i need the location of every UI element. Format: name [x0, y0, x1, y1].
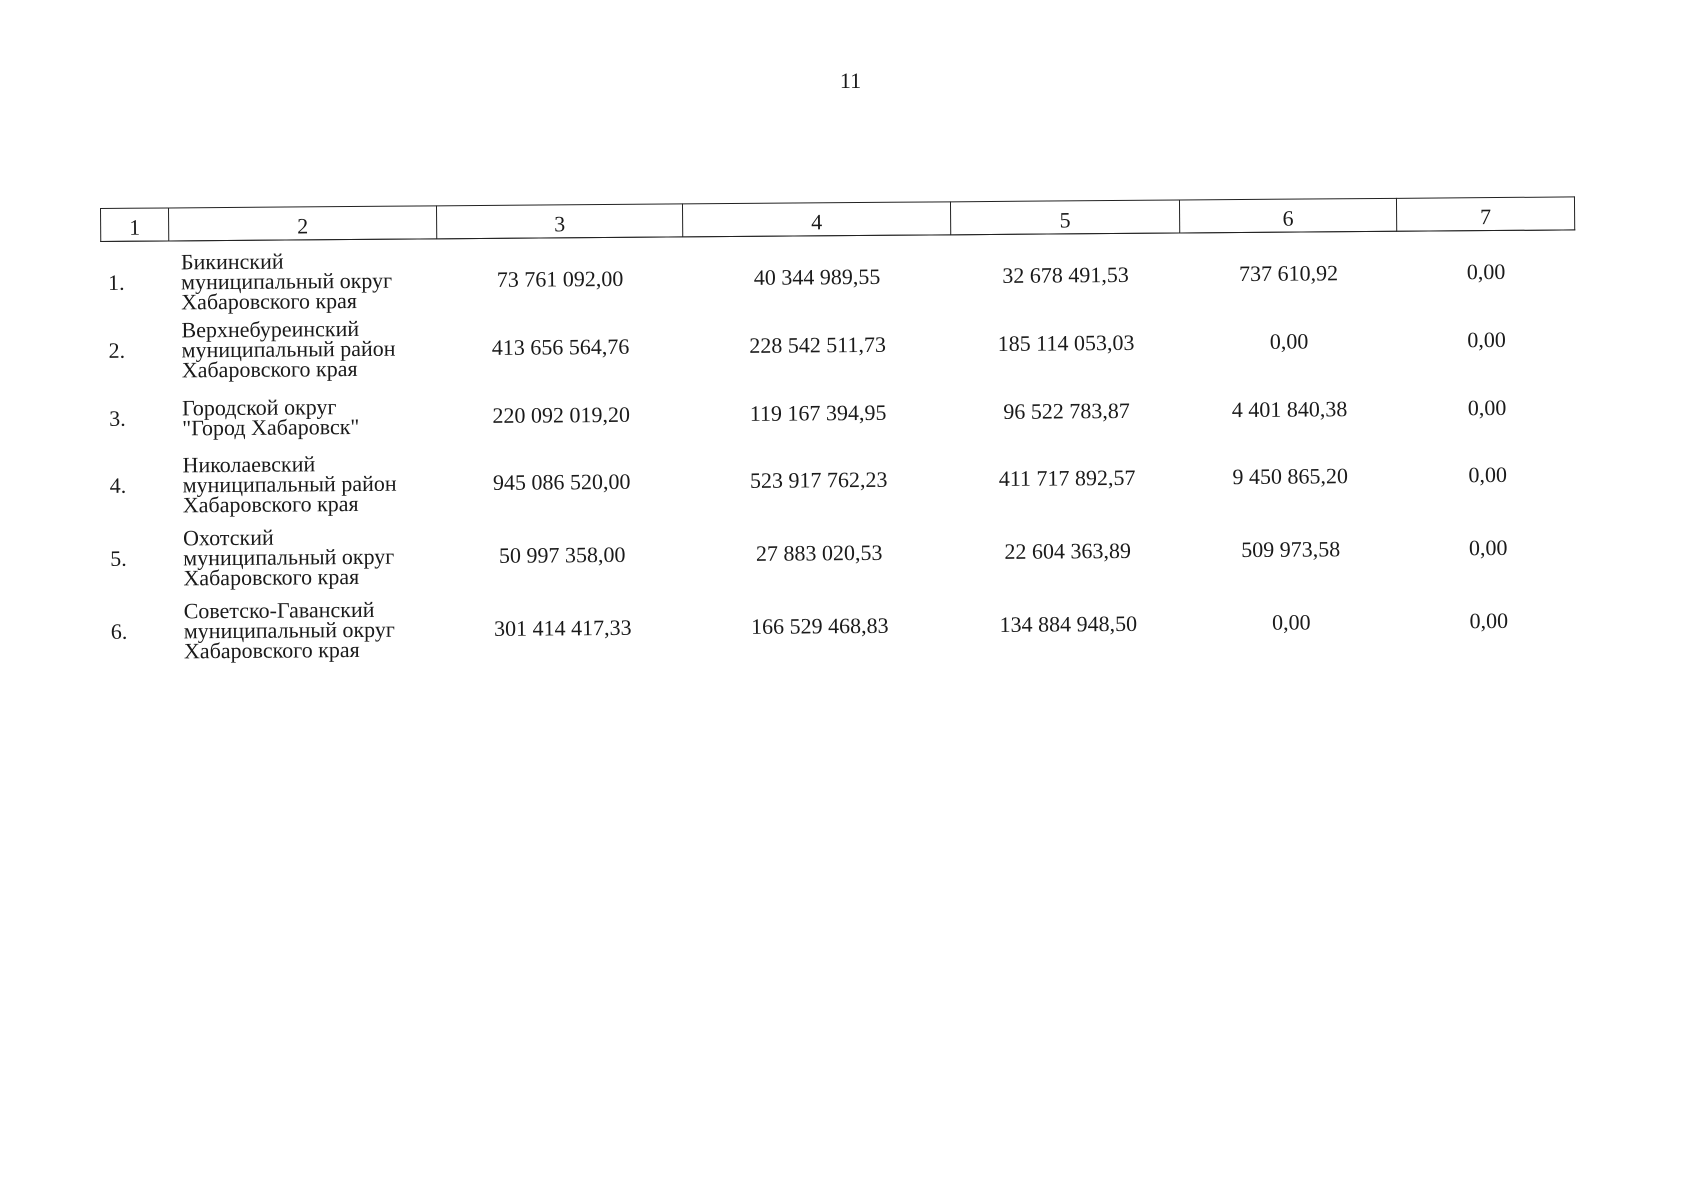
table-cell: 737 610,92 — [1238, 260, 1339, 287]
table-cell: 0,00 — [1469, 607, 1509, 634]
table-cell: 301 414 417,33 — [493, 614, 632, 641]
table-cell: 0,00 — [1468, 461, 1507, 488]
column-header: 4 — [682, 202, 950, 237]
table-cell: 9 450 865,20 — [1232, 463, 1348, 490]
row-number: 2. — [108, 337, 126, 363]
table-row — [101, 303, 1576, 388]
table-cell: 0,00 — [1271, 609, 1311, 635]
table-cell: 166 529 468,83 — [750, 612, 889, 639]
column-header: 3 — [436, 204, 682, 239]
table-cell: 32 678 491,53 — [1002, 262, 1129, 289]
column-header: 1 — [101, 208, 169, 242]
column-header: 2 — [169, 206, 437, 241]
row-number: 4. — [109, 472, 127, 498]
table-row — [103, 511, 1578, 596]
table-row — [101, 230, 1576, 315]
table-cell: 0,00 — [1467, 326, 1506, 353]
municipality-name: Охотский муниципальный округ Хабаровского края — [182, 524, 395, 591]
table-cell: 509 973,58 — [1241, 536, 1341, 563]
table-cell: 0,00 — [1269, 328, 1309, 354]
table-cell: 50 997 358,00 — [498, 541, 626, 568]
table-cell: 40 344 989,55 — [753, 264, 881, 291]
page-number: 11 — [839, 68, 862, 93]
table-cell: 22 604 363,89 — [1004, 537, 1132, 564]
row-number: 6. — [110, 618, 128, 644]
table-cell: 96 522 783,87 — [1003, 397, 1130, 424]
table-cell: 134 884 948,50 — [999, 610, 1138, 637]
municipality-name: Городской округ "Город Хабаровск" — [181, 393, 360, 440]
table-cell: 220 092 019,20 — [492, 401, 630, 428]
table-cell: 523 917 762,23 — [749, 466, 888, 493]
row-number: 1. — [107, 270, 125, 296]
table-row — [104, 584, 1579, 669]
municipality-name: Николаевский муниципальный район Хабаровского края — [182, 451, 397, 518]
column-header: 5 — [950, 200, 1179, 235]
table-cell: 0,00 — [1468, 534, 1508, 561]
table-cell: 27 883 020,53 — [755, 539, 883, 566]
municipality-name: Бикинский муниципальный округ Хабаровского края — [180, 248, 393, 315]
table-row — [102, 376, 1576, 450]
table-cell: 73 761 092,00 — [496, 266, 624, 293]
table-cell: 119 167 394,95 — [749, 399, 887, 426]
table-cell: 0,00 — [1466, 259, 1506, 285]
table-cell: 411 717 892,57 — [998, 464, 1136, 491]
municipality-name: Советско-Гаванский муниципальный округ Хабаровского края — [183, 596, 395, 664]
table-cell: 185 114 053,03 — [997, 329, 1135, 356]
table-cell: 413 656 564,76 — [491, 333, 630, 360]
column-header: 7 — [1396, 197, 1574, 231]
municipality-name: Верхнебуреинский муниципальный район Хабаровского края — [181, 315, 396, 383]
row-number: 3. — [109, 405, 126, 431]
column-header: 6 — [1179, 198, 1396, 233]
table-cell: 4 401 840,38 — [1231, 395, 1348, 422]
table-cell: 228 542 511,73 — [749, 331, 887, 358]
allocation-table — [100, 196, 1579, 668]
row-number: 5. — [110, 545, 127, 571]
table-cell: 945 086 520,00 — [492, 468, 631, 495]
table-cell: 0,00 — [1467, 394, 1507, 420]
table-row — [102, 438, 1577, 523]
